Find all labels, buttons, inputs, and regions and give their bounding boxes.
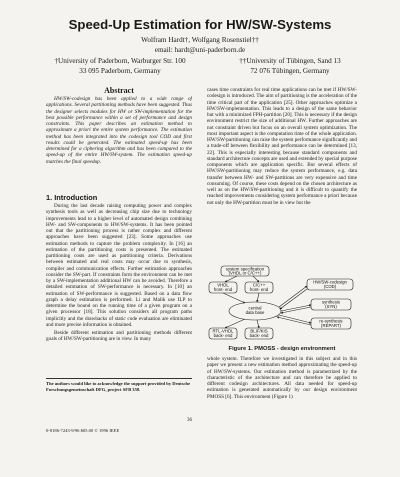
synthesis-label: synthesis (322, 299, 340, 305)
body-paragraph: cases time constraints for real time applications can be met if HW/SW-codesign is introduced. The aim of partitioning is the acceleration of the time critical part of the application [25]. Other approaches optimize a HW/SW-implementation. This leads to a design of the same behavior but with a minimized FPH-partition [20]. This is necessary if the design environment restrict the size of additional HW. Further approaches are not constraint driven but focus on an overall system optimization. The most important aspect is the computation time of the whole application. HW/SW-partitioning can raise the system performance significantly and a trade-off between flexibility and performance can be determined [13, 22]. This is especially interesting because standard components and standard architecture concepts are used and extended by special purpose components which are application specific. But several effects of HW/SW-partitioning may reduce the system performance, e.g. data transfer between HW- and SW-partitions are very expensive and time consuming. Of course, these costs depend on the chosen architecture as well as on the HW/SW-partitioning and it is difficult to quantify the reached improvements considering system performance a priori because not only the HW-partition must be in view but the (207, 87, 357, 206)
abstract-paragraph: HW/SW-codesign has been applied to a wide range of applications. Several partitioning methods have been suggested. Thus the designer selects modules for HW or SW-implementation for the best possible performance within a set of performance and design constraints. This paper describes an estimation method to approximate a priori the entire system performance. The estimation method has been integrated into the codesign tool COD and first results could be generated. The estimated speed-up has been determined for a ciphering algorithm and has been compared to the speed-up of the entire HW/SW-system. The estimation speed-up matches the final speedup. (46, 96, 192, 165)
figure-pmoss-diagram (207, 264, 357, 344)
cpp-frontend-label: C/C++ (252, 282, 266, 288)
intro-paragraph-2 (46, 330, 192, 344)
central-db-label: data base (245, 310, 265, 315)
right-column-top (207, 87, 357, 262)
body-paragraph: Beside different estimation and partitioning methods different goals of HW/SW-partitioning are in view. In many (46, 330, 192, 343)
rtl-backend-label: RTL-VHDL (212, 328, 234, 334)
codesign-label: (COD) (323, 284, 337, 289)
author-email: email: hardt@uni-paderborn.de (154, 46, 246, 54)
vhdl-frontend-label: front- end (213, 287, 233, 292)
affiliation-line: ††University of Tübingen, Sand 13 (239, 57, 341, 65)
blif-backend-label: back- end (249, 333, 269, 338)
section-heading: 1. Introduction (46, 193, 98, 202)
affiliation-line: 72 076 Tübingen, Germany (250, 66, 330, 75)
affiliation-paderborn (30, 57, 210, 76)
body-paragraph: During the last decade raising computing power and complex synthesis tools as well as decreasing chip size due to technology improvements lead to a higher level of automated design combining HW- and SW-components to HW/SW-systems. It has been pointed out that the partitioning process is rather complex and different approaches have been suggested [23]. Some approaches use estimation methods to capture the problem complexity. In [16] an estimation of the partitioning costs is presented. The estimated partitioning costs are used as partitioning criteria. Derivations between estimated and real costs may occur due to synthesis, compiler and communication effects. Further estimation approaches consider the SW-part. If constraints form the environment can be met by a SW-implementation additional HW can be avoided. Therefore a detailed estimation of SW-performance is necessary. In [10] an estimation of SW-performance is suggested. Based on a data flow graph a delay estimation is performed. Li and Malik use ILP to determine the bound on the running time of a given program on a given processor [18]. This solution considers all program paths implicitly and the drawbacks of static code evaluation are eliminated and more precise information is obtained. (46, 203, 192, 328)
body-paragraph: whole system. Therefore we investigated in this subject and in this paper we present a new estimation method approximating the speed-up of HW/SW-systems. Our estimation method is parametrized by the characteristic of the architecture and can therefore be applied to different codesign architectures. All data needed for speed-up estimation is generated automatically by our design environment PMOSS [6]. This environment (Figure 1) (207, 356, 357, 400)
affiliation-line: 33 095 Paderborn, Germany (79, 66, 161, 75)
cpp-frontend-label: front- end (249, 287, 269, 292)
rtl-backend-label: back- end (213, 333, 233, 338)
central-db-label: central (248, 305, 262, 311)
abstract-heading: Abstract (104, 86, 134, 95)
spec-label: (VHDL or C/C++) (228, 270, 262, 276)
figure-caption: Figure 1. PMOSS - design environment (228, 346, 336, 352)
synthesis-label: (SYN) (325, 304, 337, 309)
isbn-line: 0-8186-7243-9/96 $05.00 © 1996 IEEE (46, 428, 120, 433)
affiliation-tuebingen (210, 57, 370, 76)
abstract-text (46, 96, 192, 165)
affiliation-line: †University of Paderborn, Warburger Str. 100 (54, 57, 186, 65)
footnote: The authors would like to acknowledge the support provided by Deutsche Forschungsgemeinschaft DFG, project SFB 358. (46, 381, 191, 392)
right-column-bottom (207, 356, 357, 408)
footnote-rule (46, 378, 192, 379)
paper-authors: Wolfram Hardt†, Wolfgang Rosenstiel†† (141, 36, 259, 44)
intro-paragraph (46, 203, 192, 328)
page-number: 36 (187, 418, 192, 423)
paper-title: Speed-Up Estimation for HW/SW-Systems (68, 17, 332, 32)
resynthesis-label: re-synthesis (319, 318, 343, 324)
spec-label: system specification (225, 266, 265, 272)
blif-backend-label: BLIF/KIS (250, 328, 268, 334)
vhdl-frontend-label: VHDL (217, 282, 229, 288)
resynthesis-label: (REPART) (321, 323, 341, 328)
pmoss-diagram (207, 264, 357, 344)
codesign-label: HW/SW-codesign (313, 279, 347, 285)
